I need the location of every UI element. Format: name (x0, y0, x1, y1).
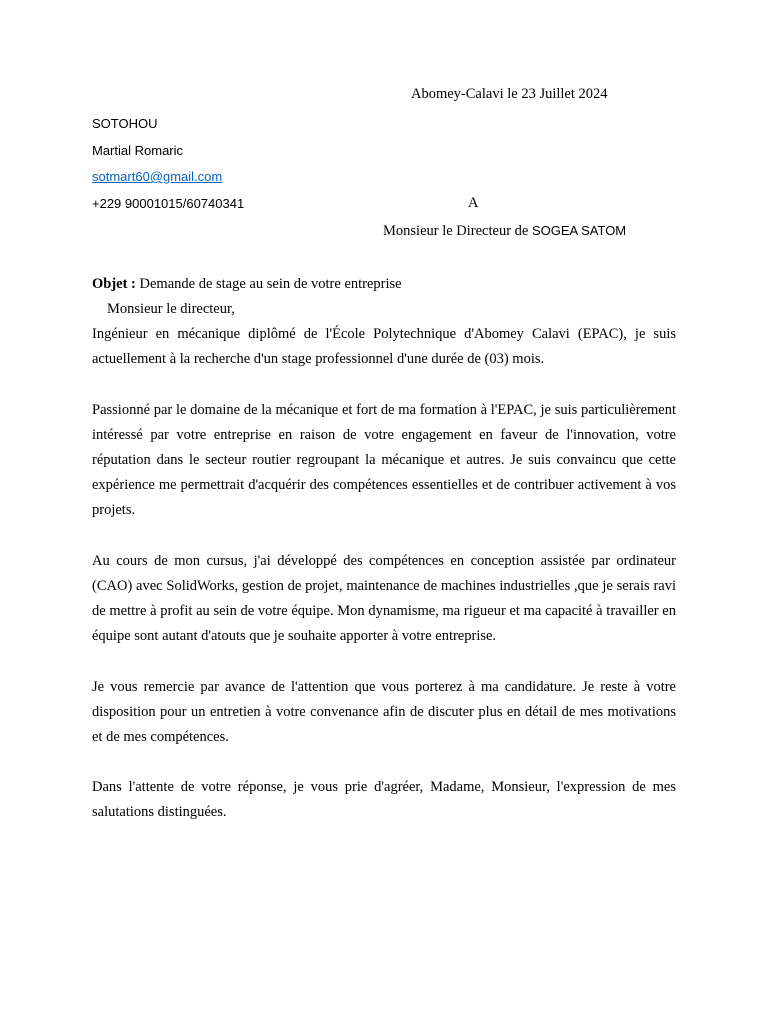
sender-surname: SOTOHOU (92, 116, 158, 131)
body-paragraph: Au cours de mon cursus, j'ai développé des compétences en conception assistée par ordinateur (CAO) avec SolidWorks, gestion de projet, maintenance de machines industrielles ,que je serais ravi de mettre à profit au sein de votre équipe. Mon dynamisme, ma rigueur et ma capacité à travailler en équipe sont autant d'atouts que je souhaite apporter à votre entreprise. (92, 553, 676, 644)
subject-line (92, 276, 402, 293)
body-paragraph: Dans l'attente de votre réponse, je vous prie d'agréer, Madame, Monsieur, l'expression de mes salutations distinguées. (92, 779, 676, 820)
subject-text: Demande de stage au sein de votre entreprise (135, 276, 402, 292)
recipient-line (383, 222, 626, 240)
recipient-addressee: Monsieur le Directeur de (383, 223, 532, 239)
sender-phone: +229 90001015/60740341 (92, 196, 245, 211)
salutation: Monsieur le directeur, (107, 301, 235, 317)
sender-email-link[interactable]: sotmart60@gmail.com (92, 169, 223, 184)
date-city: Abomey-Calavi le 23 Juillet 2024 (411, 86, 608, 102)
body-paragraph: Passionné par le domaine de la mécanique et fort de ma formation à l'EPAC, je suis particulièrement intéressé par votre entreprise en raison de votre engagement en faveur de l'innovation, votre réputation dans le secteur routier regroupant la mécanique et autres. Je suis convaincu que cette expérience me permettrait d'acquérir des compétences essentielles et de contribuer activement à vos projets. (92, 402, 676, 518)
recipient-prefix: A (468, 195, 479, 211)
body-paragraph: Ingénieur en mécanique diplômé de l'École Polytechnique d'Abomey Calavi (EPAC), je suis actuellement à la recherche d'un stage professionnel d'une durée de (03) mois. (92, 326, 676, 367)
sender-given-names: Martial Romaric (92, 143, 184, 158)
body-paragraph: Je vous remercie par avance de l'attention que vous porterez à ma candidature. Je reste à votre disposition pour un entretien à votre convenance afin de discuter plus en détail de mes motivations et de mes compétences. (92, 679, 676, 745)
date-line (411, 86, 608, 103)
subject-label: Objet : (92, 276, 136, 292)
recipient-company: SOGEA SATOM (531, 223, 627, 238)
